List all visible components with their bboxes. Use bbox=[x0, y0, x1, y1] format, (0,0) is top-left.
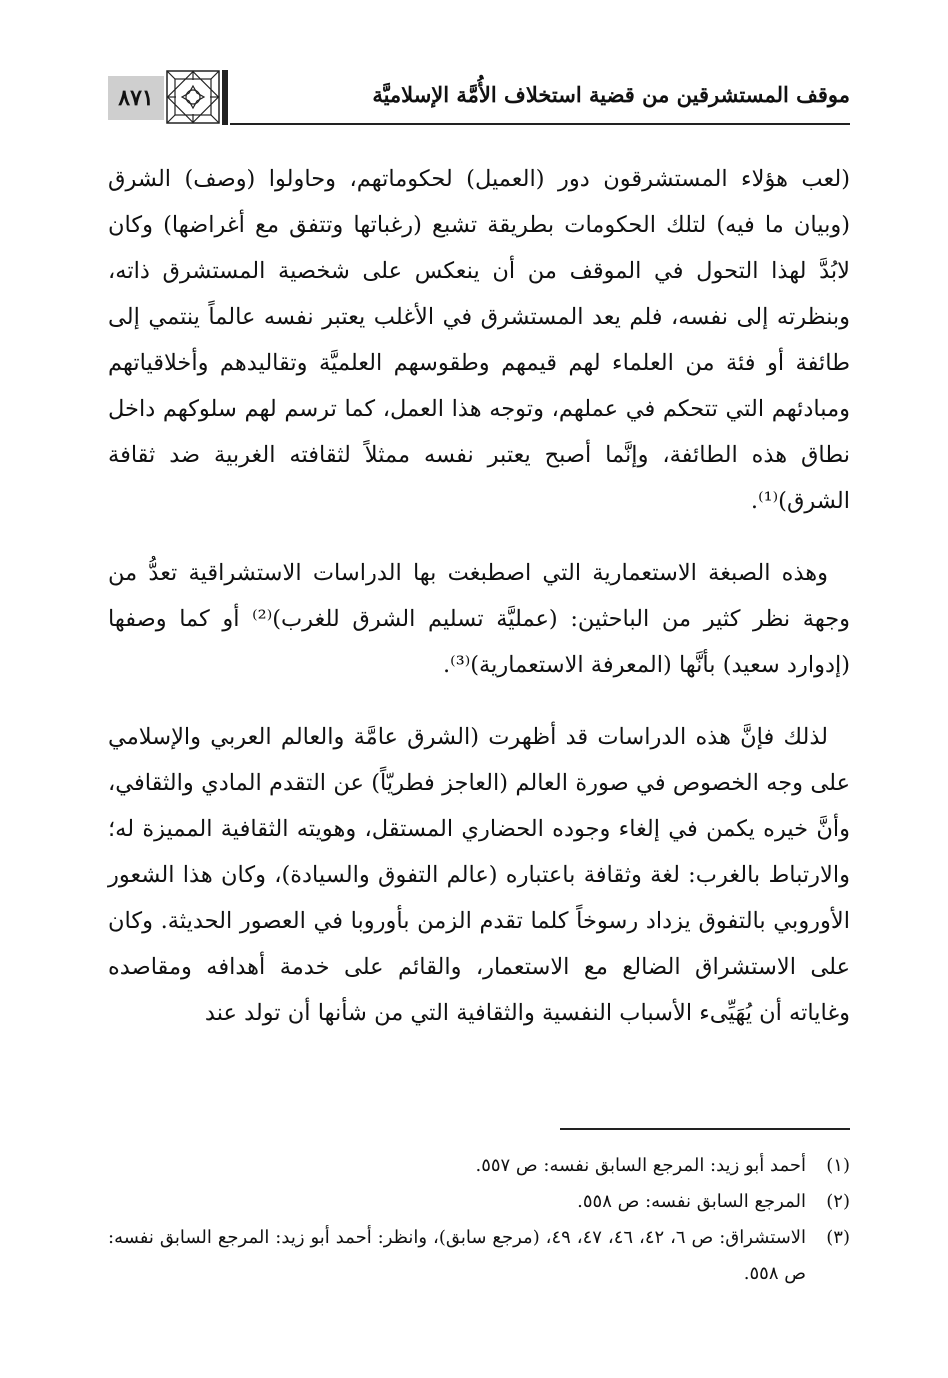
footnote-text: أحمد أبو زيد: المرجع السابق نفسه: ص ٥٥٧. bbox=[475, 1155, 806, 1176]
footnote-number: (٢) bbox=[826, 1191, 850, 1212]
footnote-text: الاستشراق: ص ٦، ٤٢، ٤٦، ٤٧، ٤٩، (مرجع سابق)، وانظر: أحمد أبو زيد: المرجع السابق نفسه: ص ٥٥٨. bbox=[108, 1227, 807, 1284]
footnote-number: (٣) bbox=[826, 1227, 850, 1248]
paragraph-2: وهذه الصبغة الاستعمارية التي اصطبغت بها الدراسات الاستشراقية تعدُّ من وجهة نظر كثير من الباحثين: (عمليَّة تسليم الشرق للغرب)⁽²⁾ أو كما وصفها (إدوارد سعيد) بأنَّها (المعرفة الاستعمارية)⁽³⁾. bbox=[108, 560, 850, 678]
paragraph-3: لذلك فإنَّ هذه الدراسات قد أظهرت (الشرق عامَّة والعالم العربي والإسلامي على وجه الخصوص في صورة العالم (العاجز فطريّاً) عن التقدم المادي والثقافي، وأنَّ خيره يكمن في إلغاء وجوده الحضاري المستقل، وهويته الثقافية المميزة له؛ والارتباط بالغرب: لغة وثقافة باعتباره (عالم التفوق والسيادة)، وكان هذا الشعور الأوروبي بالتفوق يزداد رسوخاً كلما تقدم الزمن بأوروبا في العصور الحديثة. وكان على الاستشراق الضالع مع الاستعمار، والقائم على خدمة أهدافه ومقاصده وغاياته أن يُهَيِّىء الأسباب النفسية والثقافية التي من شأنها أن تولد عند bbox=[108, 724, 850, 1026]
paragraph-1: (لعب هؤلاء المستشرقون دور (العميل) لحكوماتهم، وحاولوا (وصف) الشرق (وبيان ما فيه) لتلك الحكومات بطريقة تشبع (رغباتها وتتفق مع أغراضها) وكان لابُدَّ لهذا التحول في الموقف من أن ينعكس على شخصية المستشرق ذاته، وبنظرته إلى نفسه، فلم يعد المستشرق في الأغلب يعتبر نفسه عالماً ينتمي إلى طائفة أو فئة من العلماء لهم قيمهم وطقوسهم العلميَّة وتقاليدهم وأخلاقياتهم ومبادئهم التي تتحكم في عملهم، وتوجه هذا العمل، كما ترسم لهم سلوكهم داخل نطاق هذه الطائفة، وإنَّما أصبح يعتبر نفسه ممثلاً لثقافته الغربية ضد ثقافة الشرق)⁽¹⁾. bbox=[108, 166, 850, 514]
footnote-number: (١) bbox=[826, 1155, 850, 1176]
footnote-separator bbox=[560, 1128, 850, 1130]
page-number: ٨٧١ bbox=[118, 85, 154, 111]
header-vertical-bar bbox=[222, 70, 228, 125]
footnote-text: المرجع السابق نفسه: ص ٥٥٨. bbox=[577, 1191, 806, 1212]
header-rule bbox=[230, 123, 850, 125]
page-number-box bbox=[108, 76, 164, 120]
footnote bbox=[108, 1148, 850, 1184]
running-header bbox=[108, 70, 850, 124]
footnote bbox=[108, 1220, 850, 1292]
footnote bbox=[108, 1184, 850, 1220]
geometric-star-ornament-icon bbox=[166, 70, 220, 124]
header-title: موقف المستشرقين من قضية استخلاف الأُمَّة الإسلاميَّة bbox=[372, 82, 850, 107]
footnotes bbox=[108, 1148, 850, 1292]
body-text bbox=[108, 156, 850, 1062]
